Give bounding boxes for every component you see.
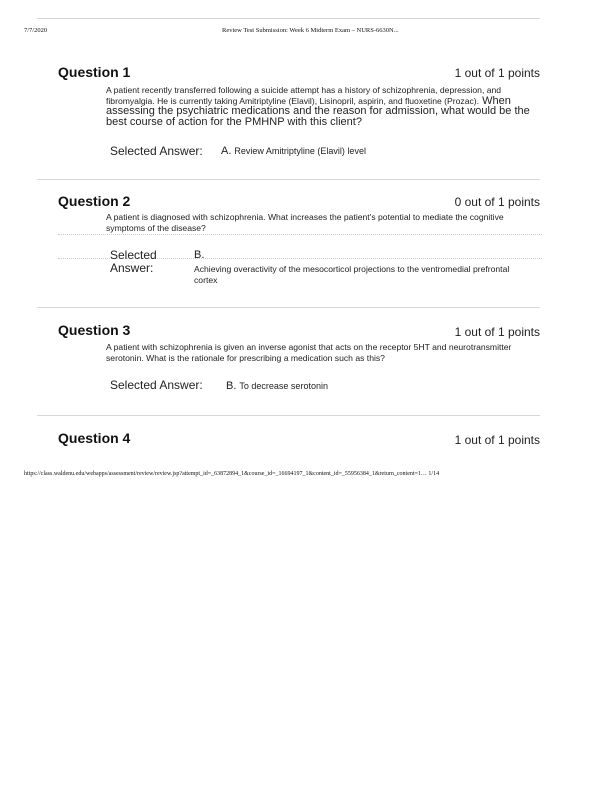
question-points: 1 out of 1 points [454, 325, 540, 339]
answer-text: Review Amitriptyline (Elavil) level [234, 146, 366, 156]
print-date: 7/7/2020 [24, 27, 48, 34]
question-divider [37, 415, 540, 416]
selected-answer-label [110, 249, 157, 275]
question-points: 1 out of 1 points [454, 433, 540, 447]
selected-answer-value [226, 380, 328, 392]
answer-text: To decrease serotonin [239, 381, 328, 391]
print-title: Review Test Submission: Week 6 Midterm Exam – NURS-6630N... [222, 27, 399, 34]
selected-label-line-1: Selected [110, 248, 157, 262]
footer-url: https://class.waldenu.edu/webapps/assessment/review/review.jsp?attempt_id=_63872894_1&course_id=_16694197_1&content_id=_55956384_1&return_content=1… [24, 471, 427, 477]
selected-answer-value [221, 145, 366, 157]
question-title: Question 3 [58, 322, 131, 338]
top-rule [37, 18, 540, 19]
question-title: Question 2 [58, 193, 131, 209]
answer-text: Achieving overactivity of the mesocorticol projections to the ventromedial prefrontal cortex [194, 264, 510, 285]
answer-letter: B. [226, 380, 237, 392]
question-text: A patient with schizophrenia is given an inverse agonist that acts on the receptor 5HT and neurotransmitter serotonin. What is the rationale for prescribing a medication such as this? [106, 342, 512, 363]
dotted-separator [58, 234, 542, 235]
page-number: 1/14 [428, 471, 440, 477]
question-points: 1 out of 1 points [454, 66, 540, 80]
question-text-part: A patient recently transferred following a suicide attempt has a history of schizophrenia, depression, and fibromyalgia. He is currently taking Amitriptyline (Elavil), Lisinopril, aspirin, and fluoxetine (Prozac). [106, 85, 502, 106]
selected-answer-label: Selected Answer: [110, 144, 203, 158]
question-text-part-large: When assessing the psychiatric medications and the reason for admission, what would be the best course of action for the PMHNP with this client? [106, 94, 530, 128]
question-points: 0 out of 1 points [454, 195, 540, 209]
answer-letter: B. [194, 249, 205, 261]
question-title: Question 1 [58, 64, 131, 80]
answer-letter: A. [221, 145, 232, 157]
question-text [106, 85, 542, 127]
selected-label-line-2: Answer: [110, 261, 154, 275]
question-divider [37, 179, 540, 180]
question-text: A patient is diagnosed with schizophrenia. What increases the patient's potential to mediate the cognitive symptoms of the disease? [106, 212, 504, 233]
question-divider [37, 307, 540, 308]
selected-answer-label: Selected Answer: [110, 378, 203, 392]
print-footer [24, 471, 439, 477]
question-title: Question 4 [58, 430, 131, 446]
